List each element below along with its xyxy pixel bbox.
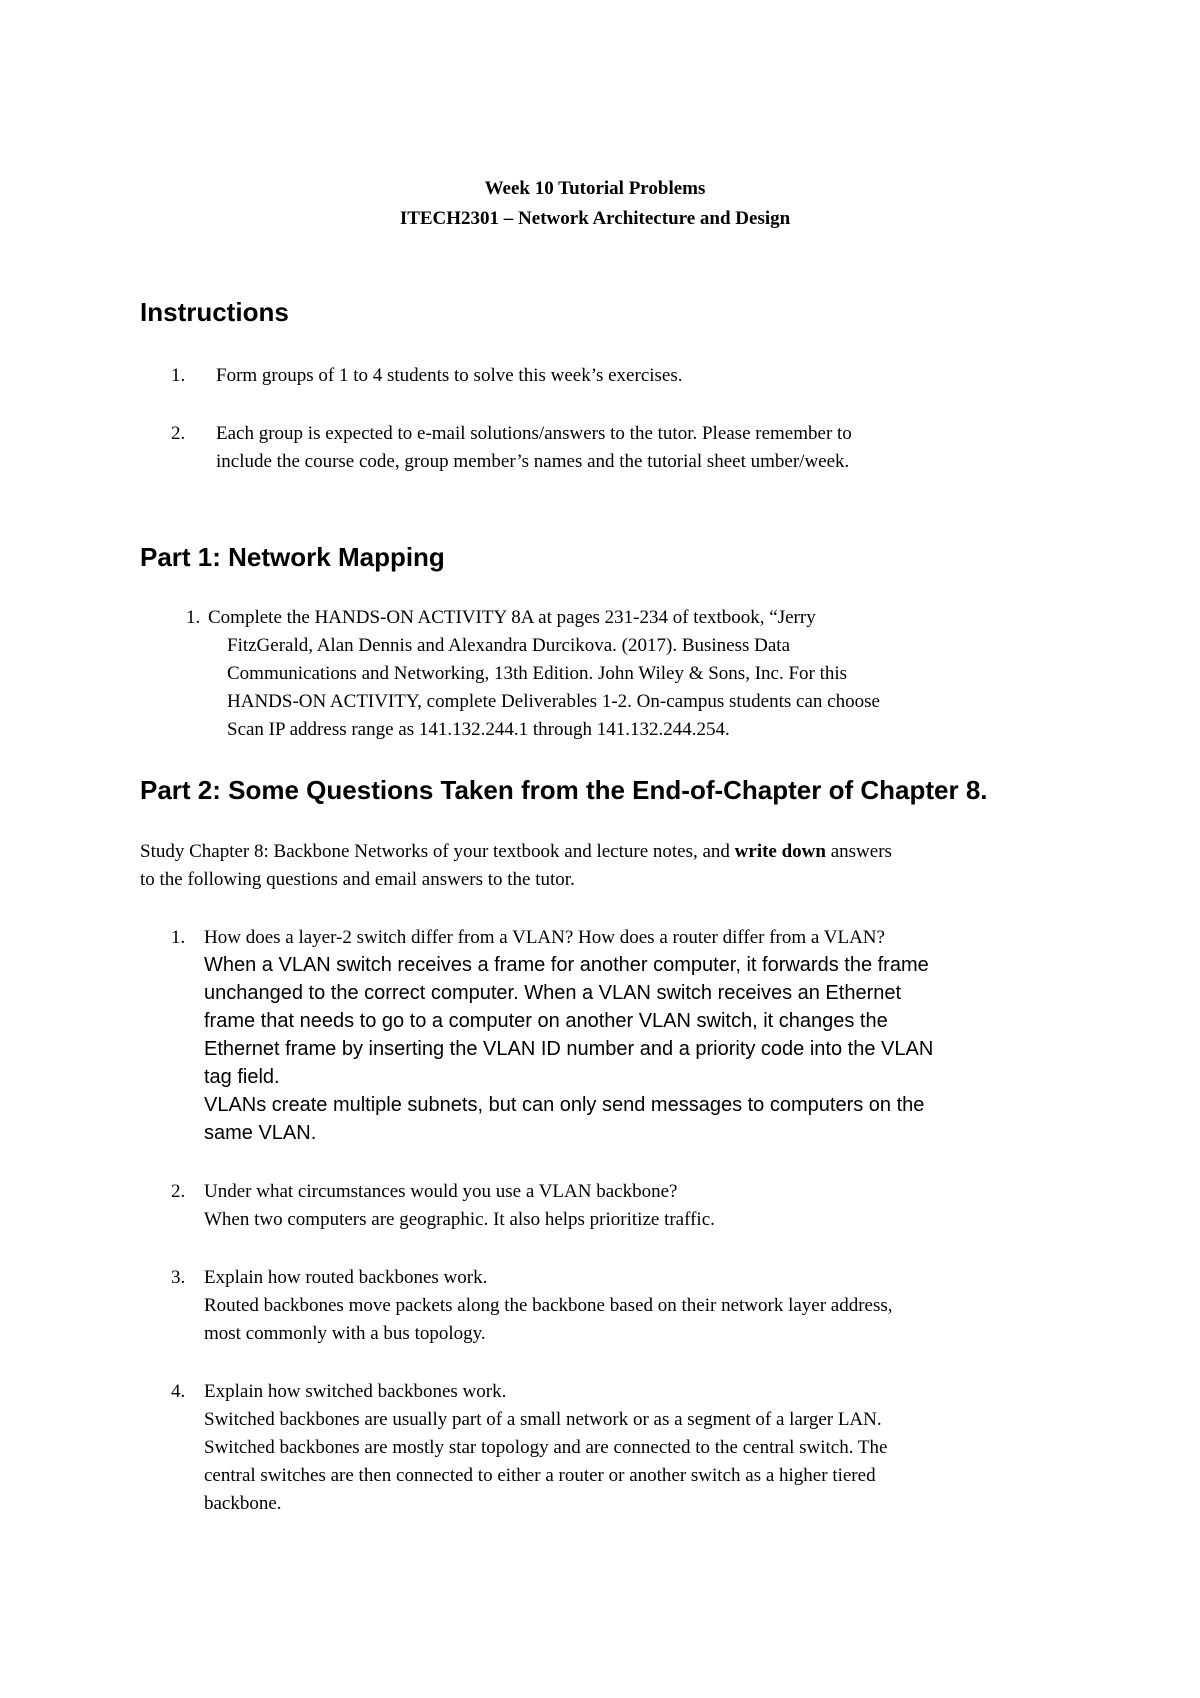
answer-line: When a VLAN switch receives a frame for another computer, it forwards the frame: [204, 954, 929, 976]
answer-line: tag field.: [204, 1066, 280, 1088]
list-item-text: Communications and Networking, 13th Edition. John Wiley & Sons, Inc. For this: [227, 663, 848, 684]
answer-line: backbone.: [204, 1493, 282, 1514]
list-item-number: 1.: [186, 607, 201, 628]
question-number: 4.: [171, 1381, 186, 1402]
question-text: Under what circumstances would you use a VLAN backbone?: [204, 1181, 678, 1202]
list-item-text: HANDS-ON ACTIVITY, complete Deliverables 1-2. On-campus students can choose: [227, 691, 880, 712]
question-text: How does a layer-2 switch differ from a VLAN? How does a router differ from a VLAN?: [204, 927, 885, 948]
list-item-text: Complete the HANDS-ON ACTIVITY 8A at pages 231-234 of textbook, “Jerry: [208, 607, 816, 628]
question-number: 2.: [171, 1181, 186, 1202]
list-item-text: Scan IP address range as 141.132.244.1 through 141.132.244.254.: [227, 719, 730, 740]
answer-line: most commonly with a bus topology.: [204, 1323, 486, 1344]
answer-line: Switched backbones are mostly star topology and are connected to the central switch. The: [204, 1437, 888, 1458]
answer-line: Routed backbones move packets along the backbone based on their network layer address,: [204, 1295, 893, 1316]
intro-text: answers: [825, 841, 892, 862]
list-item-text: FitzGerald, Alan Dennis and Alexandra Durcikova. (2017). Business Data: [227, 635, 791, 656]
part2-heading: Part 2: Some Questions Taken from the End-of-Chapter of Chapter 8.: [140, 775, 988, 805]
list-item-text: Each group is expected to e-mail solutions/answers to the tutor. Please remember to: [216, 423, 852, 444]
intro-bold-text: write down: [734, 841, 826, 862]
document-header: [0, 174, 1190, 234]
question-text: Explain how routed backbones work.: [204, 1267, 488, 1288]
answer-line: same VLAN.: [204, 1122, 317, 1144]
answer-line: unchanged to the correct computer. When a VLAN switch receives an Ethernet: [204, 982, 902, 1004]
document-subtitle: ITECH2301 – Network Architecture and Design: [399, 208, 791, 229]
list-item-number: 2.: [171, 423, 186, 444]
answer-line: Switched backbones are usually part of a small network or as a segment of a larger LAN.: [204, 1409, 882, 1430]
answer-line: central switches are then connected to either a router or another switch as a higher tiered: [204, 1465, 876, 1486]
document-title: Week 10 Tutorial Problems: [484, 178, 706, 199]
question-number: 3.: [171, 1267, 186, 1288]
list-item-text: include the course code, group member’s names and the tutorial sheet umber/week.: [216, 451, 850, 472]
instructions-heading: Instructions: [140, 297, 289, 327]
list-item-number: 1.: [171, 365, 186, 386]
part1-heading: Part 1: Network Mapping: [140, 542, 445, 572]
answer-line: VLANs create multiple subnets, but can only send messages to computers on the: [204, 1094, 925, 1116]
intro-text: Study Chapter 8: Backbone Networks of your textbook and lecture notes, and: [140, 841, 735, 862]
answer-line: Ethernet frame by inserting the VLAN ID number and a priority code into the VLAN: [204, 1038, 934, 1060]
question-number: 1.: [171, 927, 186, 948]
answer-line: frame that needs to go to a computer on another VLAN switch, it changes the: [204, 1010, 888, 1032]
list-item-text: Form groups of 1 to 4 students to solve this week’s exercises.: [216, 365, 683, 386]
question-text: Explain how switched backbones work.: [204, 1381, 507, 1402]
intro-line: [140, 838, 892, 866]
intro-line: to the following questions and email answers to the tutor.: [140, 869, 575, 890]
answer-line: When two computers are geographic. It also helps prioritize traffic.: [204, 1209, 715, 1230]
